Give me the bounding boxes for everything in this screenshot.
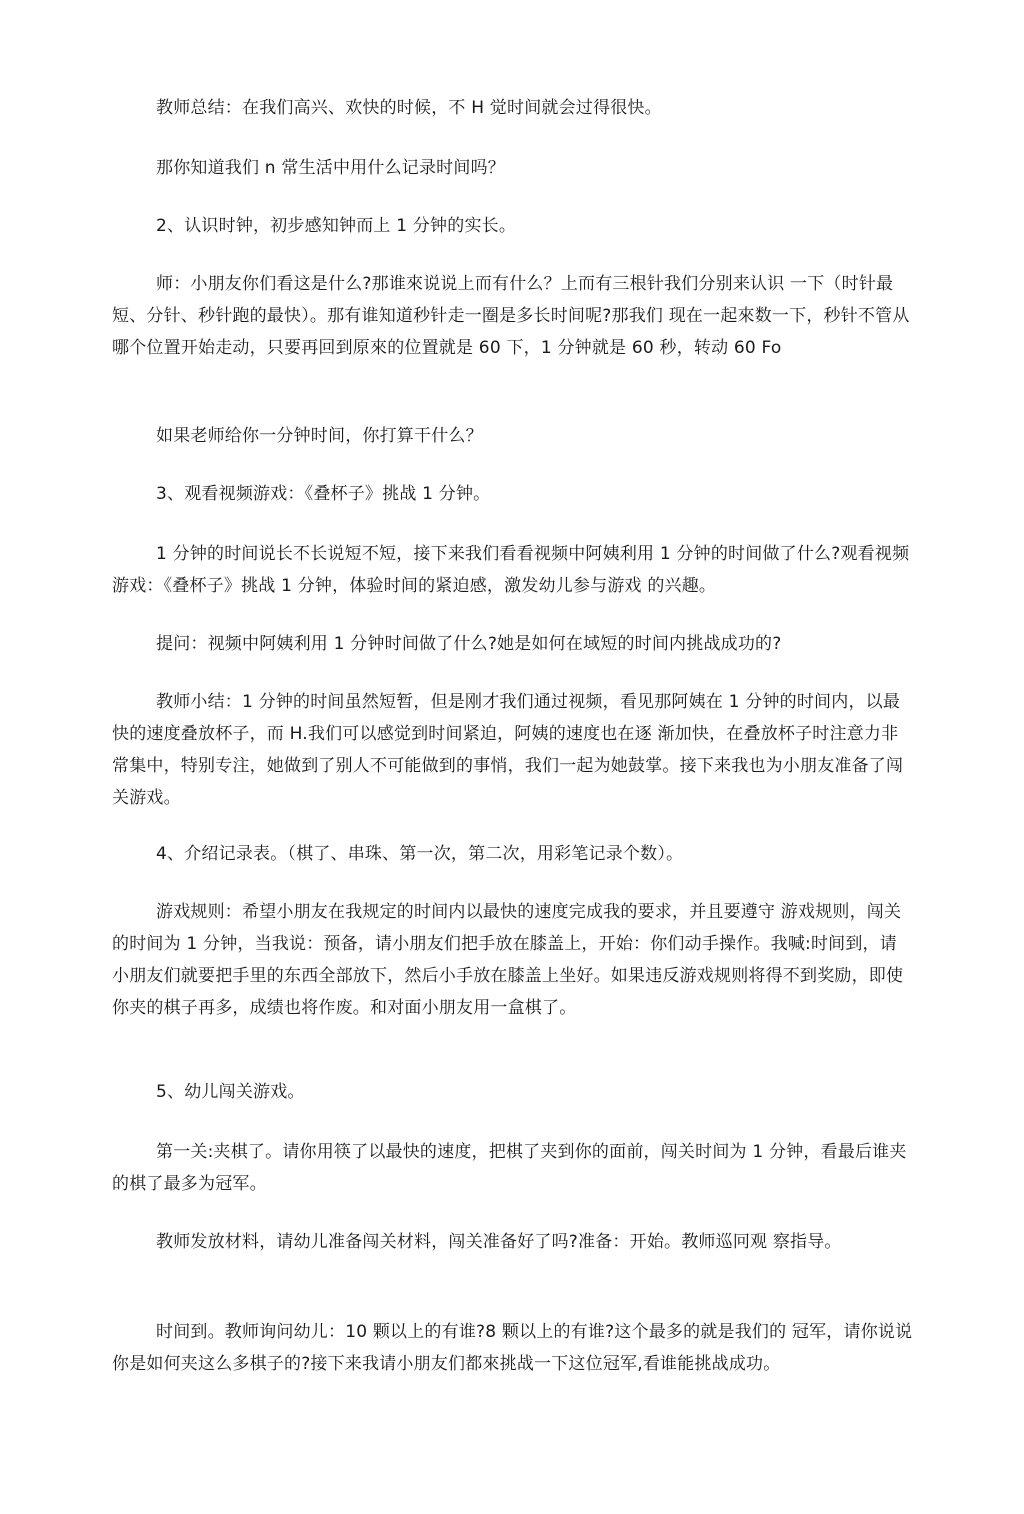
paragraph-time-up: 时间到。教师询问幼儿：10 颗以上的有谁?8 颗以上的有谁?这个最多的就是我们的 冠军，请你说说你是如何夹这么多棋子的?接下来我请小朋友们都來挑战一下这位冠军,看谁能挑战成功。 xyxy=(112,1322,913,1374)
paragraph-video-question: 提问：视频中阿姨利用 1 分钟时间做了什么?她是如何在域短的时间内挑战成功的? xyxy=(156,634,782,654)
paragraph-teacher-conclusion: 教师小结：1 分钟的时间虽然短暂，但是刚才我们通过视频，看见那阿姨在 1 分钟的时间内，以最快的速度叠放杯子，而 H.我们可以感觉到时间紧迫，阿姨的速度也在逐 渐加快，在叠放杯子时注意力非常集中，特别专注，她做到了别人不可能做到的事悄，我们一起为她鼓掌。接下来我也为小朋友准备了闯关游戏。 xyxy=(112,692,904,808)
paragraph-step-5-heading: 5、幼儿闯关游戏。 xyxy=(156,1082,305,1102)
paragraph-one-minute-question: 如果老师给你一分钟时间，你打算干什么？ xyxy=(156,426,483,446)
paragraph-level-one: 第一关:夹棋了。请你用筷了以最快的速度，把棋了夹到你的面前，闯关时间为 1 分钟，看最后谁夹的棋了最多为冠军。 xyxy=(112,1142,907,1194)
paragraph-game-rules: 游戏规则：希望小朋友在我规定的时间内以最快的速度完成我的要求，并且要遵守 游戏规则，闯关的时间为 1 分钟，当我说：预备，请小朋友们把手放在膝盖上，开始：你们动手操作。我喊:时间到，请小朋友们就要把手里的东西全部放下，然后小手放在膝盖上坐好。如果违反游戏规则将得不到奖励，即使你夹的棋子再多，成绩也将作废。和对面小朋友用一盒棋了。 xyxy=(112,902,904,1018)
paragraph-question-record-time: 那你知道我们 n 常生活中用什么记录时间吗？ xyxy=(156,158,505,178)
paragraph-step-3-heading: 3、观看视频游戏：《叠杯子》挑战 1 分钟。 xyxy=(156,484,491,504)
paragraph-step-4-heading: 4、介绍记录表。（棋了、串珠、第一次，第二次，用彩笔记录个数）。 xyxy=(156,844,684,864)
paragraph-step-2-heading: 2、认识时钟，初步感知钟而上 1 分钟的实长。 xyxy=(156,216,517,236)
paragraph-video-game: 1 分钟的时间说长不长说短不短，接下来我们看看视频中阿姨利用 1 分钟的时间做了什么?观看视频游戏：《叠杯子》挑战 1 分钟，体验时间的紧迫感，激发幼儿参与游戏 的兴趣。 xyxy=(112,544,910,596)
paragraph-distribute-materials: 教师发放材料，请幼儿准备闯关材料，闯关准备好了吗?准备：开始。教师巡冋观 察指导。 xyxy=(156,1232,842,1252)
paragraph-teacher-summary: 教师总结：在我们高兴、欢快的时候，不 H 觉时间就会过得很快。 xyxy=(156,98,662,118)
paragraph-clock-introduction: 师：小朋友你们看这是什么?那谁來说说上而有什么？上而有三根针我们分别来认识 一下（时针最短、分针、秒针跑的最快）。那有谁知道秒针走一圈是多长时间呢?那我们 现在一起來数一下，秒针不管从哪个位置开始走动，只要再回到原來的位置就是 60 下，1 分钟就是 60 秒，转动 60 Fo xyxy=(112,274,910,358)
